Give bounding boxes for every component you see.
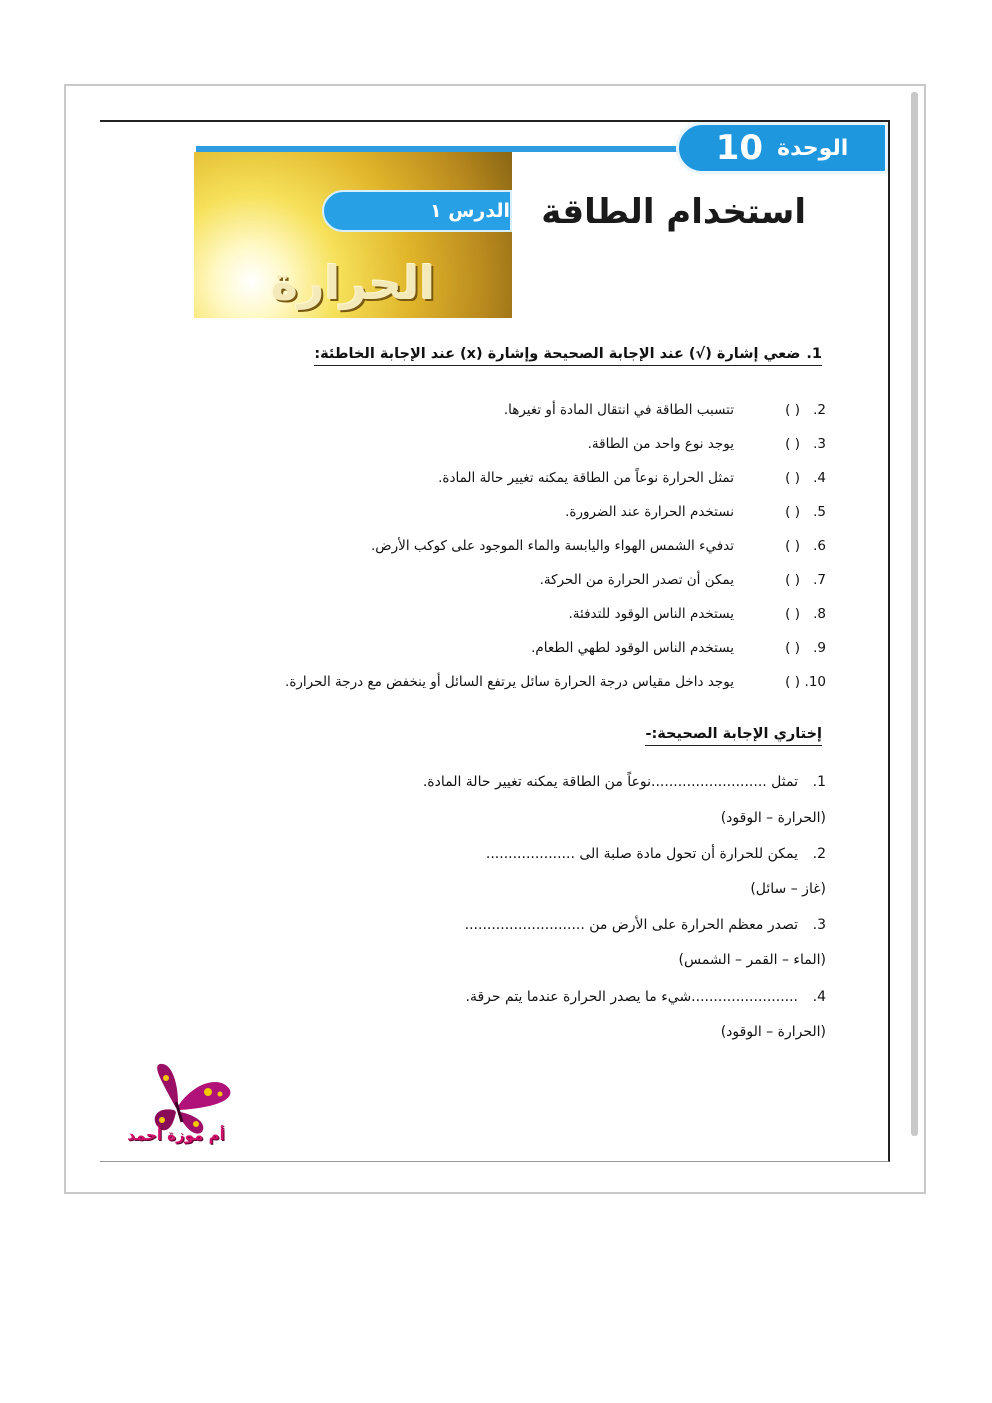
mc-question: [465, 913, 826, 937]
mc-options: (الماء – القمر – الشمس): [678, 952, 826, 968]
mc-options: (الحرارة – الوقود): [720, 810, 826, 826]
unit-label: الوحدة: [777, 135, 849, 161]
tf-item-number: 5.: [813, 504, 826, 520]
mc-question-number: 3.: [812, 917, 826, 933]
tf-item: [438, 466, 826, 490]
tf-answer-box[interactable]: ( ): [785, 674, 800, 690]
tf-answer-box[interactable]: ( ): [785, 640, 800, 656]
mc-options: (الحرارة – الوقود): [720, 1024, 826, 1040]
lesson-pill: الدرس ١: [322, 190, 512, 232]
tf-answer-box[interactable]: ( ): [785, 402, 800, 418]
tf-item-number: 9.: [813, 640, 826, 656]
tf-item-text: تدفيء الشمس الهواء واليابسة والماء الموجود على كوكب الأرض.: [371, 538, 734, 554]
unit-tab: [676, 122, 888, 174]
tf-answer-box[interactable]: ( ): [785, 504, 800, 520]
tf-item: [540, 568, 826, 592]
unit-number: 10: [715, 128, 764, 168]
tf-item-text: تتسبب الطاقة في انتقال المادة أو تغيرها.: [503, 402, 734, 418]
mc-question-text: تصدر معظم الحرارة على الأرض من ...........................: [464, 917, 798, 933]
section1-number: 1.: [806, 346, 822, 362]
tf-item-number: 8.: [813, 606, 826, 622]
tf-answer-box[interactable]: ( ): [785, 470, 800, 486]
section1-instruction-text: ضعي إشارة (√) عند الإجابة الصحيحة وإشارة (x) عند الإجابة الخاطئة:: [314, 346, 801, 362]
mc-question-text: ........................شيء ما يصدر الحرارة عندما يتم حرقة.: [465, 989, 798, 1005]
tf-item-number: 4.: [813, 470, 826, 486]
tf-item: [504, 398, 826, 422]
logo-text: أم موزة أحمد: [127, 1126, 225, 1144]
tf-item-text: يستخدم الناس الوقود لطهي الطعام.: [531, 640, 734, 656]
tf-item-number: 2.: [813, 402, 826, 418]
tf-answer-box[interactable]: ( ): [785, 572, 800, 588]
mc-question-text: يمكن للحرارة أن تحول مادة صلبة الى ....................: [485, 846, 798, 862]
tf-item: [565, 500, 826, 524]
mc-question: [423, 770, 826, 794]
tf-item: [371, 534, 826, 558]
mc-question: [486, 842, 826, 866]
tf-item-number: 6.: [813, 538, 826, 554]
mc-options: (غاز – سائل): [750, 881, 826, 897]
tf-item-text: يوجد نوع واحد من الطاقة.: [587, 436, 734, 452]
mc-question-text: تمثل ..........................نوعاً من الطاقة يمكنه تغيير حالة المادة.: [422, 774, 798, 790]
tf-item-number: 7.: [813, 572, 826, 588]
tf-answer-box[interactable]: ( ): [785, 538, 800, 554]
tf-item-text: تمثل الحرارة نوعاً من الطاقة يمكنه تغيير حالة المادة.: [438, 470, 734, 486]
tf-item-number: 3.: [813, 436, 826, 452]
tf-item-number: 10.: [804, 674, 826, 690]
tf-answer-box[interactable]: ( ): [785, 606, 800, 622]
mc-question-number: 4.: [812, 989, 826, 1005]
tf-item-text: يستخدم الناس الوقود للتدفئة.: [568, 606, 734, 622]
vertical-scrollbar[interactable]: [911, 92, 918, 1136]
lesson-title: الحرارة: [270, 256, 436, 310]
tf-item-text: يوجد داخل مقياس درجة الحرارة سائل يرتفع السائل أو ينخفض مع درجة الحرارة.: [285, 674, 734, 690]
tf-item: [531, 636, 826, 660]
section1-instruction: [314, 346, 822, 366]
butterfly-wings: [155, 1064, 231, 1134]
tf-item: [285, 670, 826, 694]
tf-item: [588, 432, 826, 456]
mc-question-number: 2.: [812, 846, 826, 862]
page-title: استخدام الطاقة: [541, 192, 806, 232]
mc-question-number: 1.: [812, 774, 826, 790]
tf-item-text: يمكن أن تصدر الحرارة من الحركة.: [539, 572, 734, 588]
section2-title: إختاري الإجابة الصحيحة:-: [645, 726, 822, 746]
tf-answer-box[interactable]: ( ): [785, 436, 800, 452]
mc-question: [466, 985, 826, 1009]
tf-item-text: نستخدم الحرارة عند الضرورة.: [565, 504, 734, 520]
tf-item: [568, 602, 826, 626]
